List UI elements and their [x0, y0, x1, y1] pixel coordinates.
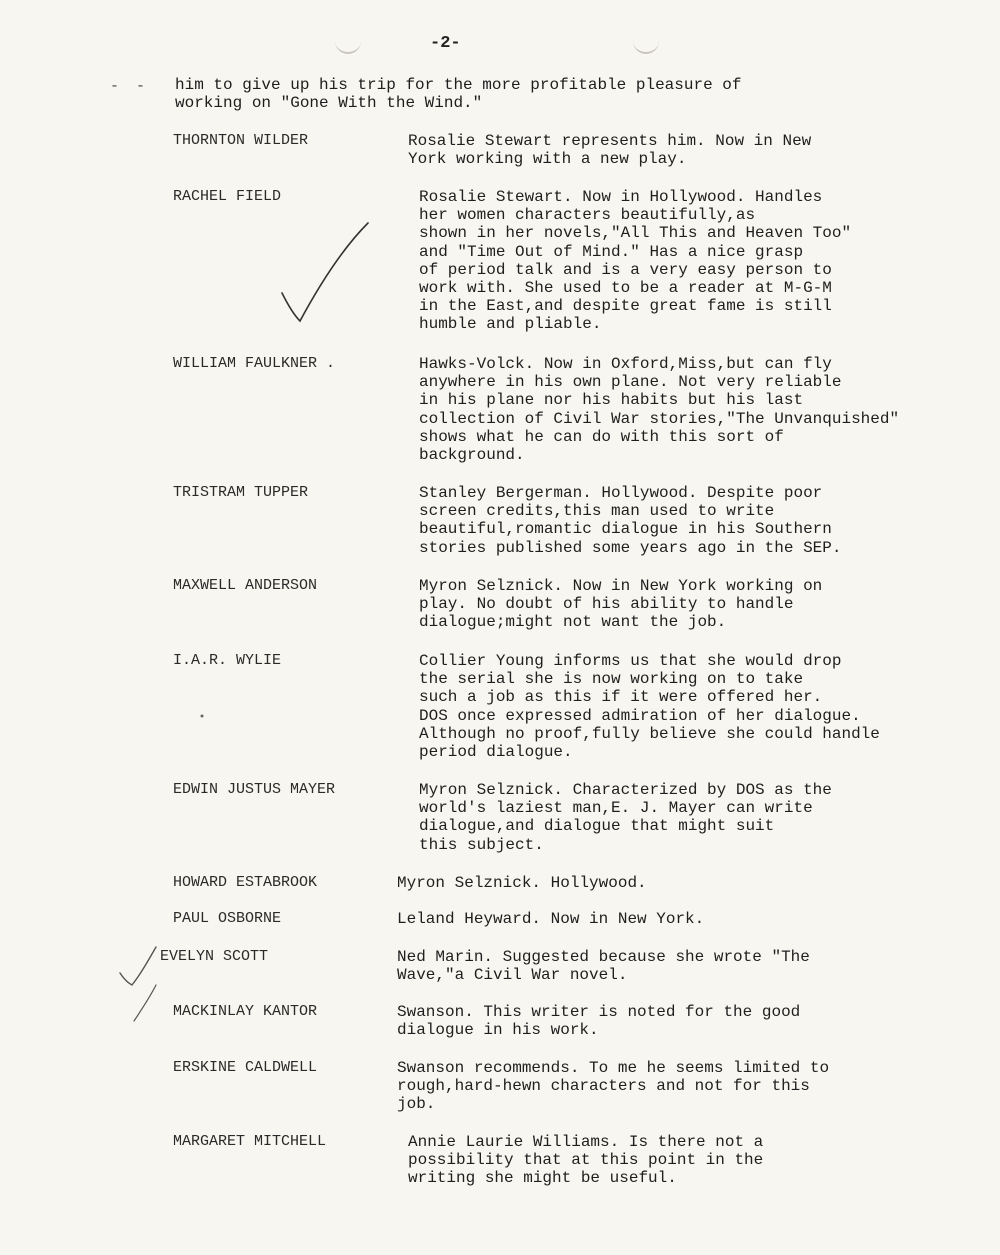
writer-notes: Ned Marin. Suggested because she wrote "The Wave,"a Civil War novel.	[397, 948, 810, 985]
handwritten-checkmark-icon	[270, 215, 380, 330]
writer-name: WILLIAM FAULKNER .	[173, 355, 336, 372]
writer-name: TRISTRAM TUPPER	[173, 484, 309, 501]
writer-notes: Hawks-Volck. Now in Oxford,Miss,but can fly anywhere in his own plane. Not very reliable in his plane nor his habits but his last collection of Civil War stories,"The Unvanquished" shows what he can do with this sort of background.	[419, 355, 900, 465]
writer-notes: Rosalie Stewart. Now in Hollywood. Handles her women characters beautifully,as shown in her novels,"All This and Heaven Too" and "Time Out of Mind." Has a nice grasp of period talk and is a very easy person to work with. She used to be a reader at M-G-M in the East,and despite great fame is still humble and pliable.	[419, 188, 852, 334]
writer-notes: Myron Selznick. Characterized by DOS as the world's laziest man,E. J. Mayer can write dialogue,and dialogue that might suit this subject.	[419, 781, 832, 854]
writer-name: ERSKINE CALDWELL	[173, 1059, 318, 1076]
margin-dash-mark: - -	[110, 78, 150, 95]
writer-name: RACHEL FIELD	[173, 188, 282, 205]
writer-name: PAUL OSBORNE	[173, 910, 282, 927]
writer-name: MAXWELL ANDERSON	[173, 577, 318, 594]
writer-notes: Stanley Bergerman. Hollywood. Despite poor screen credits,this man used to write beautiful,romantic dialogue in his Southern stories published some years ago in the SEP.	[419, 484, 842, 557]
punch-hole-mark	[335, 36, 361, 54]
writer-notes: Myron Selznick. Hollywood.	[397, 874, 647, 892]
handwritten-checkmark-icon	[112, 945, 172, 1025]
stray-dot-mark	[199, 713, 205, 719]
punch-hole-mark	[633, 36, 659, 54]
intro-paragraph: him to give up his trip for the more profitable pleasure of working on "Gone With the Wind."	[175, 76, 742, 112]
writer-notes: Swanson recommends. To me he seems limited to rough,hard-hewn characters and not for this job.	[397, 1059, 830, 1114]
writer-notes: Rosalie Stewart represents him. Now in New York working with a new play.	[408, 132, 812, 169]
writer-name: I.A.R. WYLIE	[173, 652, 282, 669]
writer-notes: Annie Laurie Williams. Is there not a possibility that at this point in the writing she might be useful.	[408, 1133, 764, 1188]
writer-name: MARGARET MITCHELL	[173, 1133, 327, 1150]
page-number: -2-	[430, 34, 461, 53]
writer-name: MACKINLAY KANTOR	[173, 1003, 318, 1020]
writer-name: HOWARD ESTABROOK	[173, 874, 318, 891]
writer-notes: Collier Young informs us that she would drop the serial she is now working on to take such a job as this if it were offered her. DOS once expressed admiration of her dialogue. Although no proof,fully believe she could handle period dialogue.	[419, 652, 880, 762]
writer-name: EDWIN JUSTUS MAYER	[173, 781, 336, 798]
writer-notes: Myron Selznick. Now in New York working on play. No doubt of his ability to handle dialogue;might not want the job.	[419, 577, 823, 632]
writer-name: THORNTON WILDER	[173, 132, 309, 149]
writer-name: EVELYN SCOTT	[160, 948, 269, 965]
writer-notes: Swanson. This writer is noted for the good dialogue in his work.	[397, 1003, 801, 1040]
writer-notes: Leland Heyward. Now in New York.	[397, 910, 705, 928]
